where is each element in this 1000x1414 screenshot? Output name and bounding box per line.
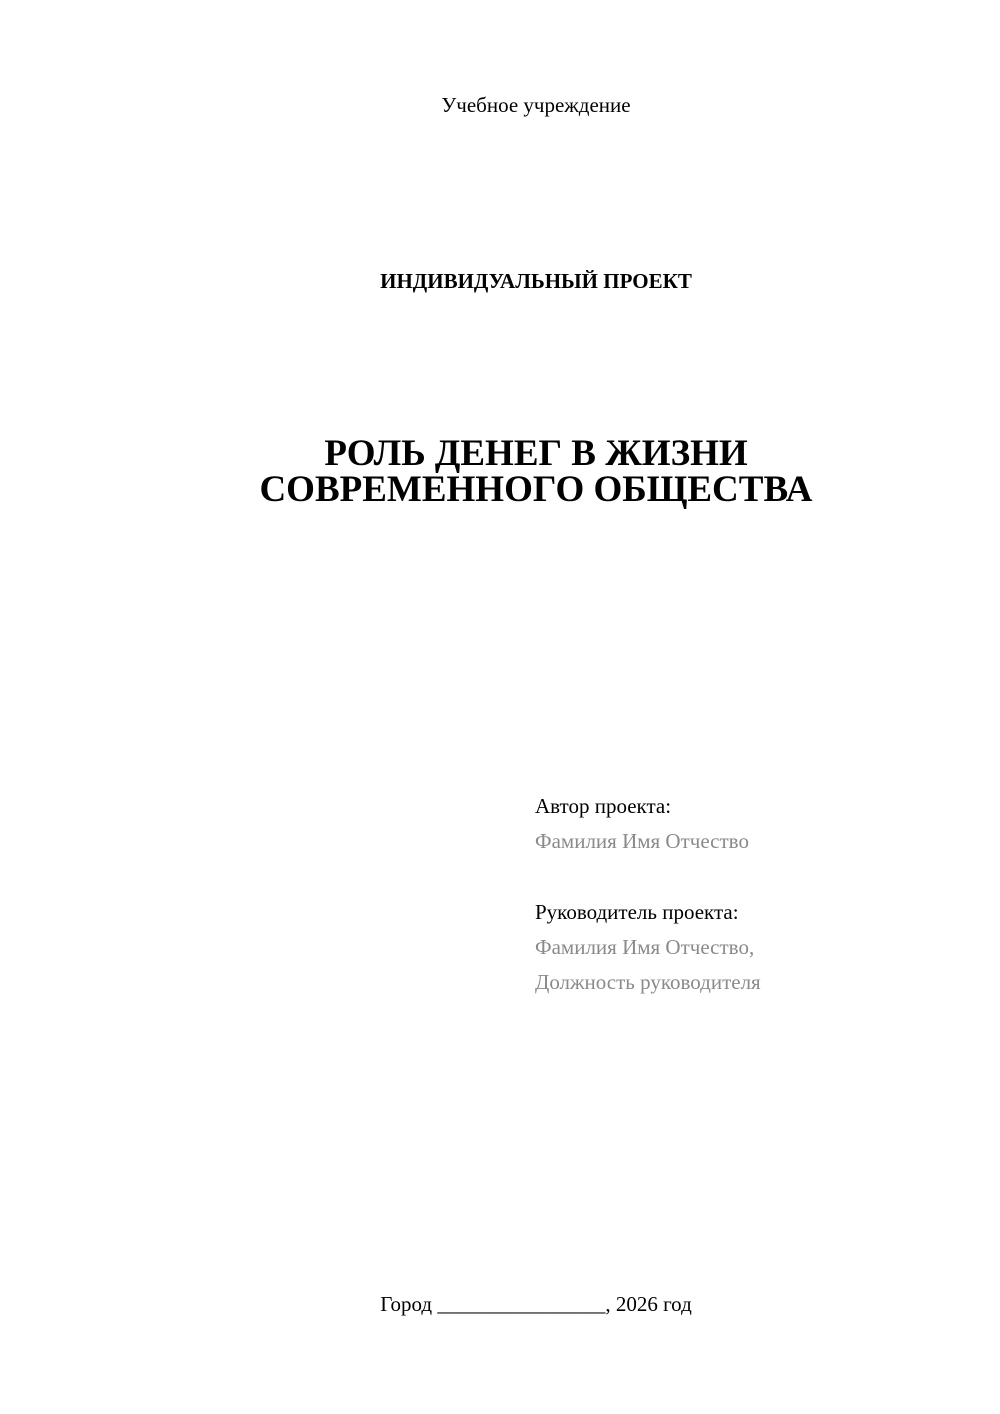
- supervisor-position: Должность руководителя: [535, 970, 761, 994]
- institution-name: Учебное учреждение: [441, 93, 631, 117]
- year-text: , 2026 год: [605, 1292, 692, 1316]
- info-spacer: [535, 859, 761, 895]
- city-label: Город: [380, 1292, 433, 1316]
- project-title-line-1: РОЛЬ ДЕНЕГ В ЖИЗНИ: [324, 433, 748, 474]
- project-title: [0, 433, 1000, 510]
- project-info-block: [535, 789, 761, 1000]
- project-type-heading: ИНДИВИДУАЛЬНЫЙ ПРОЕКТ: [380, 269, 692, 293]
- project-title-line-2: СОВРЕМЕННОГО ОБЩЕСТВА: [259, 469, 813, 510]
- author-name: Фамилия Имя Отчество: [535, 829, 749, 853]
- author-label: Автор проекта:: [535, 794, 672, 818]
- supervisor-name: Фамилия Имя Отчество,: [535, 935, 755, 959]
- city-year-line: [0, 1289, 1000, 1319]
- supervisor-label: Руководитель проекта:: [535, 900, 739, 924]
- city-blank: ________________: [437, 1292, 606, 1316]
